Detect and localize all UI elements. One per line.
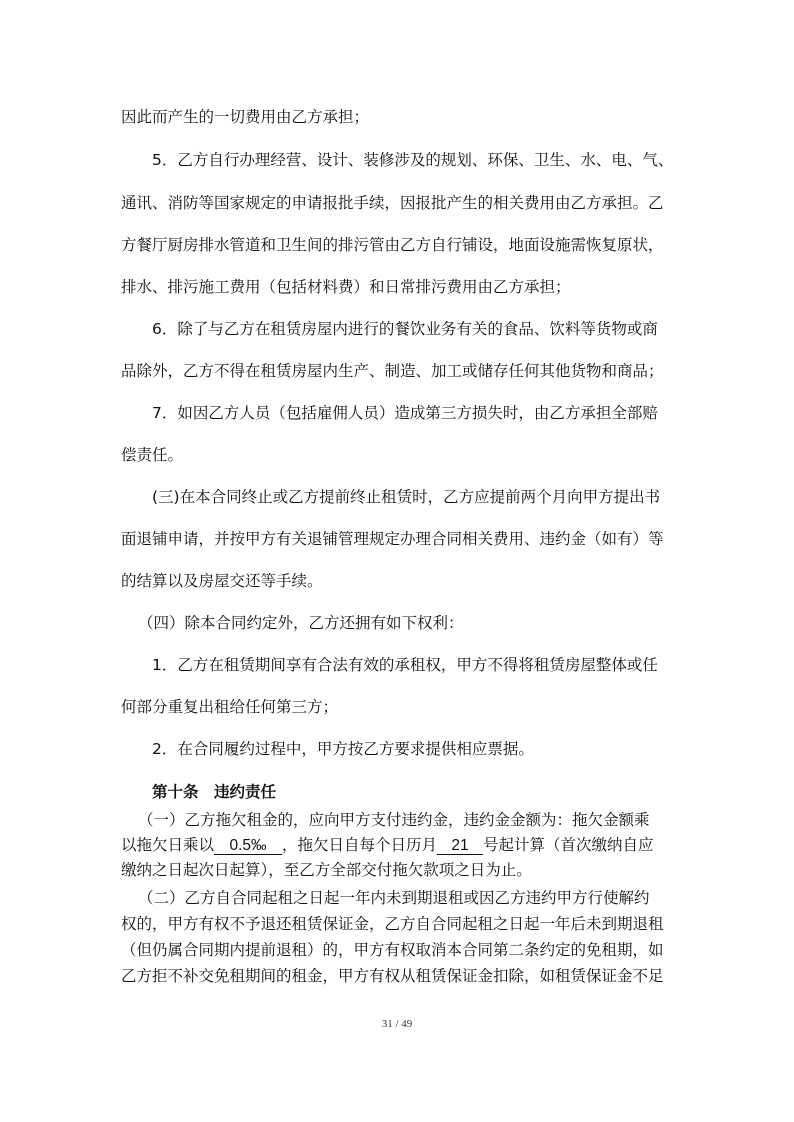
clause-text: 号起计算（首次缴纳自应 (483, 837, 654, 854)
page-number: 31 / 49 (381, 1018, 413, 1030)
clause-line: （一）乙方拖欠租金的，应向甲方支付违约金，违约金金额为：拖欠金额乘 (138, 812, 650, 829)
body-line: (三)在本合同终止或乙方提前终止租赁时，乙方应提前两个月向甲方提出书 (152, 488, 661, 506)
body-line: 通讯、消防等国家规定的申请报批手续，因报批产生的相关费用由乙方承担。乙 (121, 194, 664, 212)
day-blank: 21 (437, 837, 483, 855)
rate-blank: 0.5‰ (214, 837, 282, 855)
body-line: 何部分重复出租给任何第三方； (121, 698, 339, 716)
body-line: 偿责任。 (121, 446, 184, 464)
body-line: （四）除本合同约定外，乙方还拥有如下权利： (138, 614, 464, 632)
body-line: 方餐厅厨房排水管道和卫生间的排污管由乙方自行铺设，地面设施需恢复原状， (121, 236, 664, 254)
article-heading: 第十条 违约责任 (152, 783, 277, 801)
body-line: 品除外，乙方不得在租赁房屋内生产、制造、加工或储存任何其他货物和商品； (121, 362, 664, 380)
body-line: 1．乙方在租赁期间享有合法有效的承租权，甲方不得将租赁房屋整体或任 (152, 656, 658, 674)
body-line: 5．乙方自行办理经营、设计、装修涉及的规划、环保、卫生、水、电、气、 (152, 151, 674, 169)
clause-line: 乙方拒不补交免租期间的租金，甲方有权从租赁保证金扣除，如租赁保证金不足 (121, 968, 664, 985)
clause-line: （二）乙方自合同起租之日起一年内未到期退租或因乙方违约甲方行使解约 (138, 890, 650, 907)
body-line: 面退铺申请，并按甲方有关退铺管理规定办理合同相关费用、违约金（如有）等 (121, 530, 664, 548)
body-line: 7．如因乙方人员（包括雇佣人员）造成第三方损失时，由乙方承担全部赔 (152, 404, 658, 422)
clause-text: 以拖欠日乘以 (121, 837, 215, 854)
body-line: 排水、排污施工费用（包括材料费）和日常排污费用由乙方承担； (121, 278, 571, 296)
clause-line-with-blanks (121, 836, 654, 856)
body-line: 因此而产生的一切费用由乙方承担； (121, 108, 370, 126)
clause-text: ，拖欠日自每个日历月 (282, 837, 438, 854)
body-line: 的结算以及房屋交还等手续。 (121, 572, 323, 590)
clause-line: （但仍属合同期内提前退租）的，甲方有权取消本合同第二条约定的免租期，如 (121, 942, 664, 959)
clause-line: 缴纳之日起次日起算），至乙方全部交付拖欠款项之日为止。 (121, 862, 532, 879)
body-line: 6．除了与乙方在租赁房屋内进行的餐饮业务有关的食品、饮料等货物或商 (152, 320, 658, 338)
clause-line: 权的，甲方有权不予退还租赁保证金，乙方自合同起租之日起一年后未到期退租 (121, 916, 664, 933)
body-line: 2．在合同履约过程中，甲方按乙方要求提供相应票据。 (152, 740, 534, 758)
